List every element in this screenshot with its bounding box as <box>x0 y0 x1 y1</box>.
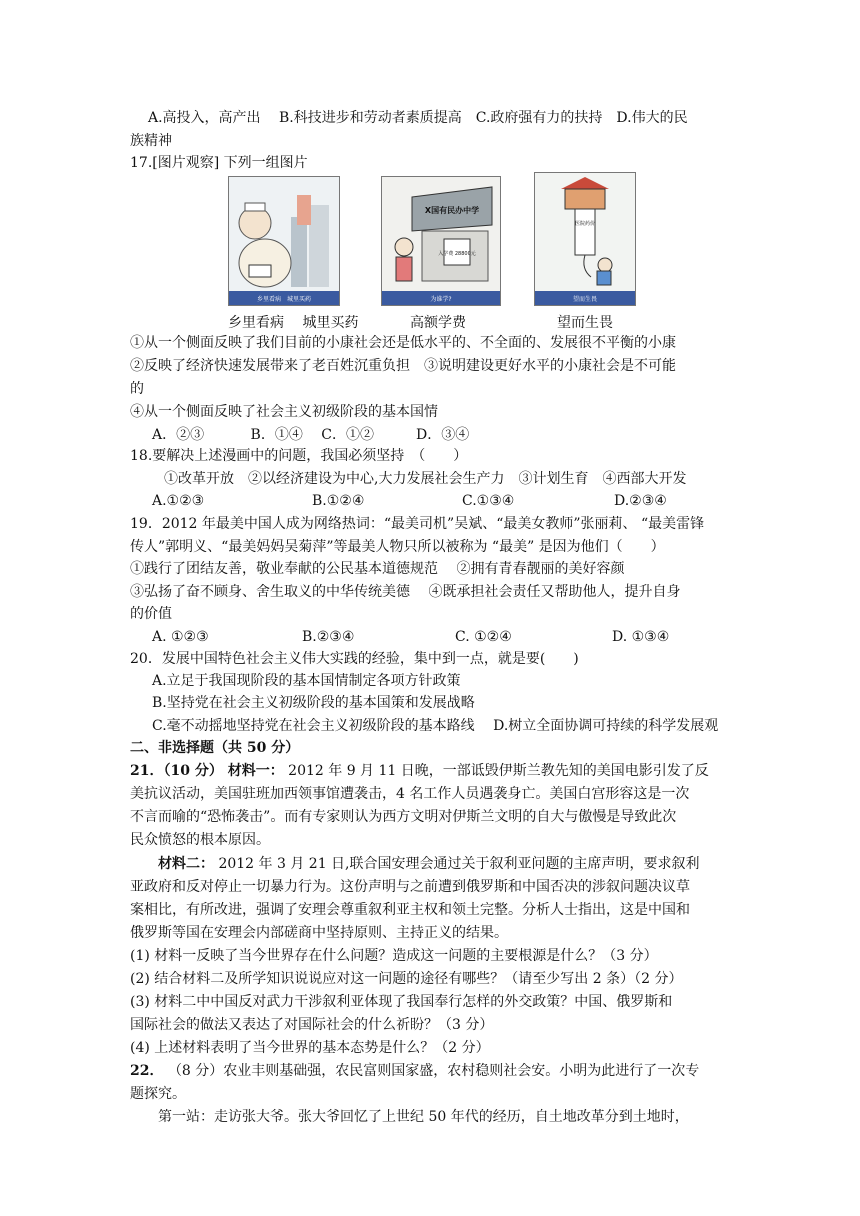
q17-item-2: ②反映了经济快速发展带来了老百姓沉重负担 ③说明建设更好水平的小康社会是不可能 <box>130 358 676 374</box>
q20-stem: 20．发展中国特色社会主义伟大实践的经验，集中到一点，就是要( ) <box>130 651 579 667</box>
cartoon3-tower-text: 医院药价 <box>574 221 596 227</box>
q19-item-1: ①践行了团结友善，敬业奉献的公民基本道德规范 ②拥有青春靓丽的美好容颜 <box>130 561 625 577</box>
q20-option-b: B.坚持党在社会主义初级阶段的基本国策和发展战略 <box>152 695 475 711</box>
q17-options: A．②③ B．①④ C．①② D．③④ <box>152 427 470 443</box>
q19-option-d: D. ①③④ <box>612 629 670 645</box>
cartoon-doctor-image <box>228 176 340 306</box>
q21-sub-3-cont: 国际社会的做法又表达了对国际社会的什么祈盼？（3 分） <box>130 1017 494 1033</box>
q22-line-2: 题探究。 <box>130 1086 186 1102</box>
q21-line-1 <box>130 761 709 781</box>
q21-line-4: 民众愤怒的根本原因。 <box>130 832 270 848</box>
cartoon2-caption-strip: 为谁学? <box>430 296 452 303</box>
q17-item-4: ④从一个侧面反映了社会主义初级阶段的基本国情 <box>130 404 438 420</box>
q19-option-a: A. ①②③ <box>152 629 209 645</box>
q18-option-d: D.②③④ <box>614 493 667 509</box>
q17-item-1: ①从一个侧面反映了我们目前的小康社会还是低水平的、不全面的、发展很不平衡的小康 <box>130 335 676 351</box>
cartoon-school-fee-image <box>381 176 501 306</box>
q19-stem-1: 19．2012 年最美中国人成为网络热词：“最美司机”吴斌、“最美女教师”张丽莉、 “最美雷锋 <box>130 516 705 532</box>
material2-text: 2012 年 3 月 21 日,联合国安理会通过关于叙利亚问题的主席声明，要求叙利 <box>218 856 700 872</box>
q16-options-line1: A.高投入，高产出 B.科技进步和劳动者素质提高 C.政府强有力的扶持 D.伟大的民 <box>148 110 688 126</box>
q21-sub-4: (4) 上述材料表明了当今世界的基本态势是什么？（2 分） <box>130 1040 490 1056</box>
material2-line-4: 俄罗斯等国在安理会内部磋商中坚持原则、主持正义的结果。 <box>130 925 508 941</box>
material2-line-2: 亚政府和反对停止一切暴力行为。这份声明与之前遭到俄罗斯和中国否决的涉叙问题决议草 <box>130 879 690 895</box>
q20-option-c-d: C.毫不动摇地坚持党在社会主义初级阶段的基本路线 D.树立全面协调可持续的科学发展观 <box>152 718 719 734</box>
q19-option-c: C. ①②④ <box>455 629 512 645</box>
caption-3: 望而生畏 <box>557 315 613 331</box>
q21-head: 21．（10 分） 材料一： <box>130 763 284 779</box>
q18-stem: 18.要解决上述漫画中的问题，我国必须坚持 （ ） <box>130 448 468 464</box>
material2-line-3: 案相比，有所改进，强调了安理会尊重叙利亚主权和领土完整。分析人士指出，这是中国和 <box>130 902 690 918</box>
caption-1: 乡里看病 城里买药 <box>228 315 359 331</box>
q21-sub-2: (2) 结合材料二及所学知识说说应对这一问题的途径有哪些？（请至少写出 2 条）（2 分） <box>130 971 683 987</box>
q22-line-1 <box>130 1061 699 1081</box>
q22-head: 22． <box>130 1063 164 1079</box>
section-2-heading: 二、非选择题（共 50 分） <box>130 740 300 756</box>
cartoon2-fee-board: 入学费 28800元 <box>438 251 476 257</box>
q21-sub-3: (3) 材料二中中国反对武力干涉叙利亚体现了我国奉行怎样的外交政策？中国、俄罗斯和 <box>130 994 673 1010</box>
cartoon3-caption-strip: 望而生畏 <box>572 296 598 303</box>
q20-option-a: A.立足于我国现阶段的基本国情制定各项方针政策 <box>152 673 461 689</box>
q19-stem-2: 传人”郭明义、“最美妈妈吴菊萍”等最美人物只所以被称为 “最美” 是因为他们（ ） <box>130 539 665 555</box>
q18-option-a: A.①②③ <box>152 493 205 509</box>
cartoon2-sign-text: X国有民办中学 <box>424 206 480 215</box>
q18-option-c: C.①③④ <box>462 493 515 509</box>
q19-option-b: B.②③④ <box>302 629 355 645</box>
q19-item-3: ③弘扬了奋不顾身、舍生取义的中华传统美德 ④既承担社会责任又帮助他人，提升自身 <box>130 584 681 600</box>
q22-stem: （8 分）农业丰则基础强，农民富则国家盛，农村稳则社会安。小明为此进行了一次专 <box>167 1063 700 1079</box>
q18-option-b: B.①②④ <box>312 493 365 509</box>
q21-line-2: 美抗议活动，美国驻班加西领事馆遭袭击，4 名工作人员遇袭身亡。美国白宫形容这是一次 <box>130 786 690 802</box>
caption-2: 高额学费 <box>410 315 466 331</box>
q21-line-3: 不言而喻的“恐怖袭击”。而有专家则认为西方文明对伊斯兰文明的自大与傲慢是导致此次 <box>130 809 677 825</box>
q19-item-3-cont: 的价值 <box>130 606 172 622</box>
q21-sub-1: (1) 材料一反映了当今世界存在什么问题？造成这一问题的主要根源是什么？（3 分） <box>130 948 658 964</box>
q17-item-2-cont: 的 <box>130 381 144 397</box>
cartoon-hospital-price-image <box>534 172 636 306</box>
q17-title: 17.[图片观察] 下列一组图片 <box>130 155 308 171</box>
q16-options-line2: 族精神 <box>130 133 172 149</box>
q22-line-3: 第一站：走访张大爷。张大爷回忆了上世纪 50 年代的经历，自土地改革分到土地时， <box>158 1109 689 1125</box>
material2-head: 材料二： <box>158 856 214 872</box>
q21-material1-text: 2012 年 9 月 11 日晚，一部诋毁伊斯兰教先知的美国电影引发了反 <box>288 763 709 779</box>
cartoon1-caption-strip: 乡里看病 城里买药 <box>256 296 312 303</box>
q18-items: ①改革开放 ②以经济建设为中心,大力发展社会生产力 ③计划生育 ④西部大开发 <box>164 471 687 487</box>
material2-line-1 <box>158 854 700 874</box>
